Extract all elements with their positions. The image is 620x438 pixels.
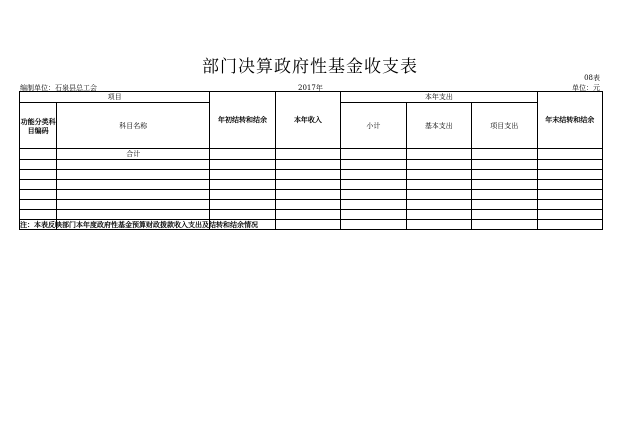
table-row bbox=[20, 180, 603, 190]
table-cell bbox=[341, 190, 406, 200]
table-row bbox=[20, 200, 603, 210]
fund-table bbox=[19, 91, 603, 230]
table-cell bbox=[472, 190, 537, 200]
table-cell bbox=[20, 180, 57, 190]
compiling-unit: 编制单位：石泉县总工会 bbox=[20, 84, 97, 92]
table-cell bbox=[275, 210, 340, 220]
table-cell bbox=[406, 210, 471, 220]
header-row-1 bbox=[20, 92, 603, 103]
table-cell bbox=[57, 160, 210, 170]
table-cell bbox=[341, 180, 406, 190]
header-subject-name: 科目名称 bbox=[57, 103, 210, 149]
table-cell bbox=[537, 200, 603, 210]
table-cell bbox=[472, 170, 537, 180]
total-label: 合计 bbox=[57, 149, 210, 160]
report-title: 部门决算政府性基金收支表 bbox=[202, 57, 418, 77]
table-cell bbox=[406, 190, 471, 200]
table-cell bbox=[537, 210, 603, 220]
table-cell bbox=[57, 190, 210, 200]
header-expenditure: 本年支出 bbox=[341, 92, 537, 103]
table-cell bbox=[275, 149, 340, 160]
table-cell bbox=[341, 170, 406, 180]
table-cell bbox=[275, 220, 340, 230]
footnote: 注：本表反映部门本年度政府性基金预算财政拨款收入支出及结转和结余情况 bbox=[20, 220, 258, 229]
table-row bbox=[20, 210, 603, 220]
table-cell bbox=[472, 149, 537, 160]
table-cell bbox=[341, 210, 406, 220]
table-cell bbox=[472, 160, 537, 170]
table-cell bbox=[210, 200, 275, 210]
header-begin-balance: 年初结转和结余 bbox=[210, 92, 275, 149]
table-cell bbox=[472, 200, 537, 210]
table-cell bbox=[57, 210, 210, 220]
table-cell bbox=[537, 190, 603, 200]
table-cell bbox=[537, 149, 603, 160]
table-cell bbox=[210, 170, 275, 180]
table-cell bbox=[472, 220, 537, 230]
table-cell bbox=[406, 149, 471, 160]
table-cell bbox=[210, 190, 275, 200]
table-cell bbox=[210, 149, 275, 160]
report-year: 2017年 bbox=[298, 84, 323, 92]
header-income: 本年收入 bbox=[275, 92, 340, 149]
total-row bbox=[20, 149, 603, 160]
table-cell bbox=[472, 210, 537, 220]
table-cell bbox=[57, 200, 210, 210]
table-cell bbox=[275, 190, 340, 200]
table-cell bbox=[341, 200, 406, 210]
table-cell bbox=[537, 170, 603, 180]
table-cell bbox=[341, 160, 406, 170]
table-cell bbox=[210, 160, 275, 170]
table-cell bbox=[537, 220, 603, 230]
table-row bbox=[20, 170, 603, 180]
table-cell bbox=[57, 180, 210, 190]
header-subtotal: 小计 bbox=[341, 103, 406, 149]
header-project: 项目支出 bbox=[472, 103, 537, 149]
header-end-balance: 年末结转和结余 bbox=[537, 92, 603, 149]
table-cell bbox=[341, 220, 406, 230]
table-cell bbox=[537, 160, 603, 170]
table-cell bbox=[472, 180, 537, 190]
table-cell bbox=[406, 170, 471, 180]
table-cell bbox=[341, 149, 406, 160]
table-row bbox=[20, 190, 603, 200]
table-cell bbox=[20, 160, 57, 170]
table-cell bbox=[210, 210, 275, 220]
table-cell bbox=[275, 160, 340, 170]
table-cell bbox=[210, 180, 275, 190]
money-unit: 单位：元 bbox=[572, 84, 600, 92]
table-cell bbox=[20, 190, 57, 200]
table-cell bbox=[406, 180, 471, 190]
table-cell bbox=[537, 180, 603, 190]
table-cell bbox=[57, 170, 210, 180]
header-basic: 基本支出 bbox=[406, 103, 471, 149]
table-cell bbox=[20, 210, 57, 220]
table-cell bbox=[275, 200, 340, 210]
header-item: 项目 bbox=[20, 92, 210, 103]
table-cell bbox=[20, 149, 57, 160]
table-cell bbox=[20, 170, 57, 180]
table-cell bbox=[406, 220, 471, 230]
table-cell bbox=[406, 200, 471, 210]
header-func-code: 功能分类科目编码 bbox=[20, 103, 57, 149]
table-cell bbox=[406, 160, 471, 170]
table-row bbox=[20, 160, 603, 170]
table-cell bbox=[275, 170, 340, 180]
table-cell bbox=[275, 180, 340, 190]
table-cell bbox=[20, 200, 57, 210]
form-number: 08表 bbox=[584, 74, 600, 82]
